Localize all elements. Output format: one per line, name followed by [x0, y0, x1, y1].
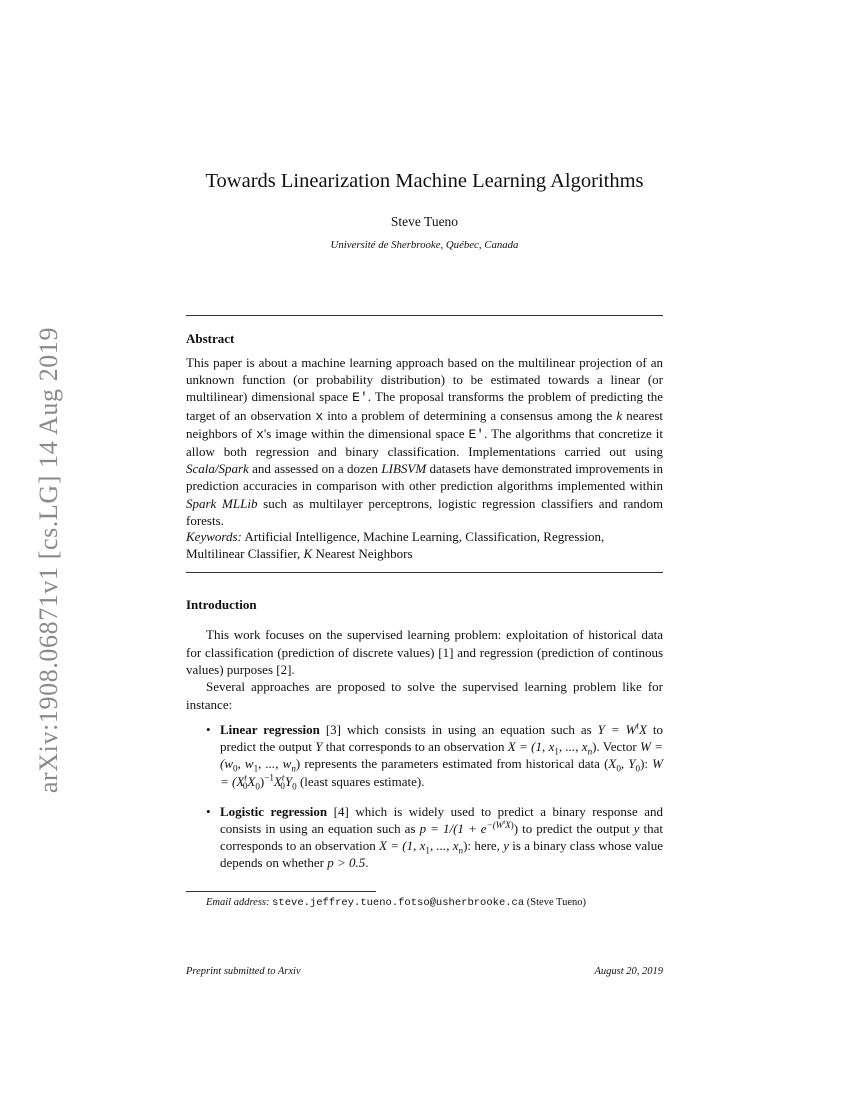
footer-date: August 20, 2019	[594, 966, 663, 977]
approach-list	[186, 721, 663, 885]
paper-title: Towards Linearization Machine Learning Algorithms	[205, 170, 644, 192]
author-name: Steve Tueno	[390, 214, 459, 229]
introduction-paragraph-2: Several approaches are proposed to solve the supervised learning problem like for instance:	[186, 679, 663, 712]
arxiv-identifier: arXiv:1908.06871v1 [cs.LG] 14 Aug 2019	[34, 326, 63, 794]
introduction-heading: Introduction	[186, 597, 257, 612]
abstract-heading: Abstract	[186, 331, 235, 346]
footnote-rule	[186, 891, 376, 892]
keywords-line: Keywords: Artificial Intelligence, Machine Learning, Classification, Regression, Multilinear Classifier, K Nearest Neighbors	[186, 529, 605, 562]
list-item-linear-regression: • Linear regression [3] which consists in using an equation such as $Y = W^tX$ to predict the output Y that corresponds to an observation X = (1, $x_1$, ..., $x_n$). Vector $W = (w_0$, $w_1$, ..., $w_n$) represents the parameters estimated from historical data ($X_0$, $Y_0$): $W = (X^t_0X_0)^{-1}X^t_0Y_0$ (least squares estimate).	[206, 720, 664, 792]
abstract-top-rule	[186, 315, 663, 316]
keywords-label: Keywords:	[186, 529, 242, 544]
footnote-email: Email address: steve.jeffrey.tueno.fotso@usherbrooke.ca (Steve Tueno)	[206, 897, 586, 909]
abstract-text: This paper is about a machine learning approach based on the multilinear projection of an unknown function (or probability distribution) to be estimated towards a linear (or multilinear) dimensional space E'. The proposal transforms the problem of predicting the target of an observation x into a problem of determining a consensus among the k nearest neighbors of x's image within the dimensional space E'. The algorithms that concretize it allow both regression and binary classification. Implementations carried out using Scala/Spark and assessed on a dozen LIBSVM datasets have demonstrated improvements in prediction accuracies in comparison with other prediction algorithms implemented within Spark MLLib such as multilayer perceptrons, logistic regression classifiers and random forests.	[186, 355, 664, 528]
abstract-bottom-rule	[186, 572, 663, 573]
footer-preprint-note: Preprint submitted to Arxiv	[186, 966, 301, 977]
introduction-paragraph-1: This work focuses on the supervised learning problem: exploitation of historical data for classification (prediction of discrete values) [1] and regression (prediction of continous values) purposes [2].	[186, 627, 663, 677]
email-address[interactable]: steve.jeffrey.tueno.fotso@usherbrooke.ca	[272, 897, 525, 909]
author-affiliation: Université de Sherbrooke, Québec, Canada	[330, 239, 519, 251]
list-item-logistic-regression: • Logistic regression [4] which is widely used to predict a binary response and consists in using an equation such as $p = 1/(1 + e^{-(W^tX)})$ to predict the output y that corresponds to an observation X = (1, $x_1$, ..., $x_n$): here, y is a binary class whose value depends on whether p > 0.5.	[206, 803, 664, 871]
